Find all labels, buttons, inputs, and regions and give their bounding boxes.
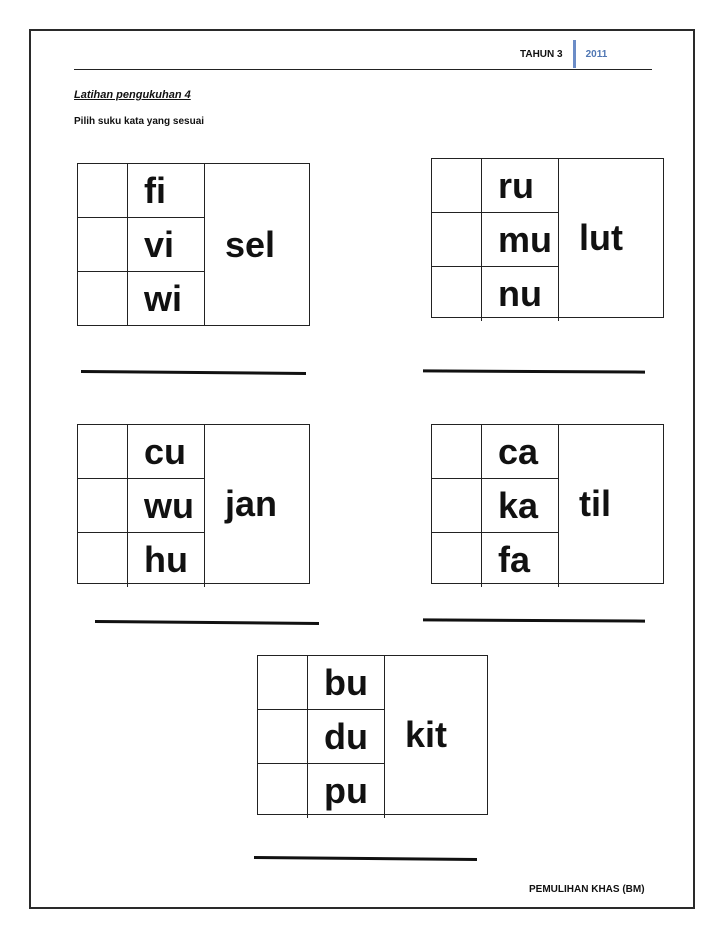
syllable-option: ka [482, 479, 559, 533]
syllable-option: nu [482, 267, 559, 321]
answer-checkbox[interactable] [258, 764, 308, 818]
syllable-option: bu [308, 656, 385, 710]
syllable-option: pu [308, 764, 385, 818]
exercise-4 [431, 424, 664, 584]
page-footer: PEMULIHAN KHAS (BM) [529, 884, 645, 895]
answer-checkbox[interactable] [78, 218, 128, 272]
syllable-option: ru [482, 159, 559, 213]
answer-checkbox[interactable] [432, 159, 482, 213]
word-ending: jan [225, 483, 278, 524]
syllable-option: ca [482, 425, 559, 479]
syllable-option: wi [128, 272, 205, 326]
syllable-option: wu [128, 479, 205, 533]
syllable-option: fa [482, 533, 559, 587]
answer-checkbox[interactable] [78, 425, 128, 479]
answer-checkbox[interactable] [78, 479, 128, 533]
syllable-option: hu [128, 533, 205, 587]
syllable-option: mu [482, 213, 559, 267]
answer-checkbox[interactable] [258, 710, 308, 764]
exercise-5 [257, 655, 488, 815]
answer-checkbox[interactable] [78, 164, 128, 218]
exercise-1 [77, 163, 310, 326]
answer-checkbox[interactable] [432, 533, 482, 587]
exercise-instruction: Pilih suku kata yang sesuai [74, 116, 205, 127]
word-ending: sel [225, 223, 276, 265]
answer-checkbox[interactable] [432, 425, 482, 479]
word-ending: kit [405, 714, 448, 755]
year-label: 2011 [585, 48, 608, 60]
page-header [520, 40, 607, 68]
syllable-option: cu [128, 425, 205, 479]
word-ending: til [579, 483, 611, 524]
answer-checkbox[interactable] [432, 479, 482, 533]
grade-label: TAHUN 3 [520, 48, 563, 60]
answer-checkbox[interactable] [78, 533, 128, 587]
answer-checkbox[interactable] [432, 213, 482, 267]
exercise-subtitle: Latihan pengukuhan 4 [74, 89, 191, 101]
answer-checkbox[interactable] [78, 272, 128, 326]
header-rule [74, 69, 652, 70]
answer-checkbox[interactable] [432, 267, 482, 321]
syllable-option: fi [128, 164, 205, 218]
exercise-2 [431, 158, 664, 318]
syllable-option: du [308, 710, 385, 764]
answer-checkbox[interactable] [258, 656, 308, 710]
syllable-option: vi [128, 218, 205, 272]
exercise-3 [77, 424, 310, 584]
word-ending: lut [579, 217, 623, 258]
